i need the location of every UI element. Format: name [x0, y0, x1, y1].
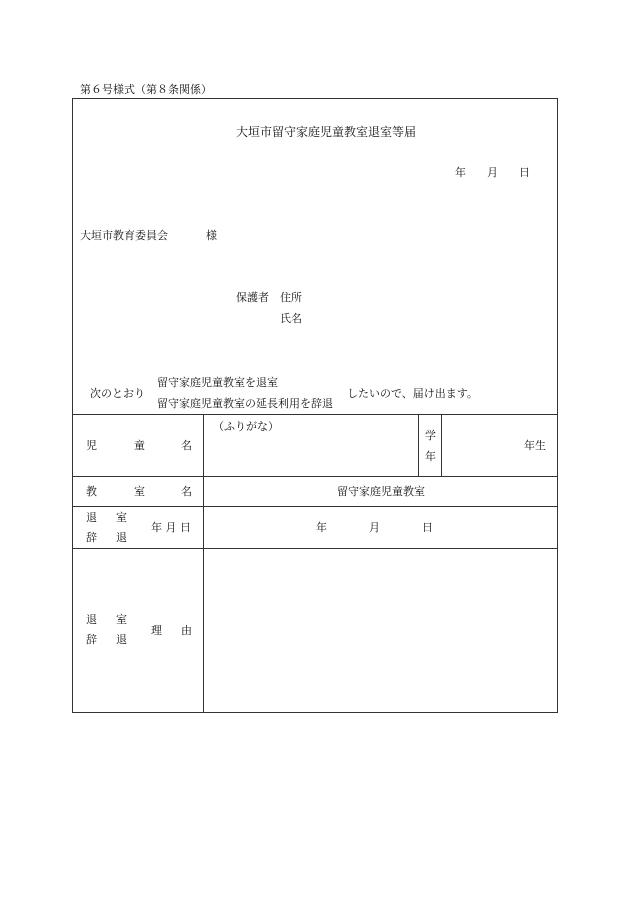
grade-field[interactable]: [446, 420, 518, 470]
child-name-field[interactable]: [208, 436, 414, 470]
guardian-label: 保護者: [236, 291, 269, 304]
date-row-label-1a: 退: [86, 511, 97, 524]
grade-divider-left: [418, 414, 419, 476]
reason-row-label-1a: 退: [86, 613, 97, 626]
row-divider-reason: [72, 548, 558, 549]
guardian-name-label: 氏名: [280, 312, 302, 325]
reason-field[interactable]: [208, 553, 552, 707]
classroom-label-2: 室: [134, 485, 145, 498]
furigana-label: （ふりがな）: [213, 420, 279, 433]
statement-suffix: したいので、届け出ます。: [347, 387, 478, 400]
reason-row-label-1: 理: [151, 624, 162, 637]
grade-suffix: 年生: [524, 439, 546, 452]
date-day-label: 日: [519, 166, 530, 179]
date-row-label-1b: 室: [116, 511, 127, 524]
date-row-day: 日: [422, 521, 433, 534]
classroom-label-1: 教: [86, 485, 97, 498]
date-row-month: 月: [369, 521, 380, 534]
row-divider-classroom: [72, 476, 558, 477]
date-row-label-2a: 辞: [86, 531, 97, 544]
date-month-label: 月: [487, 166, 498, 179]
date-row-year: 年: [316, 521, 327, 534]
reason-row-label-2b: 退: [116, 633, 127, 646]
grade-divider-right: [441, 414, 442, 476]
date-row-label: 年 月 日: [151, 521, 191, 534]
addressee-name: 大垣市教育委員会: [80, 229, 168, 242]
date-year-label: 年: [455, 166, 466, 179]
form-number: 第６号様式（第８条関係）: [80, 83, 212, 96]
form-title: 大垣市留守家庭児童教室退室等届: [236, 125, 417, 139]
statement-option-decline: 留守家庭児童教室の延長利用を辞退: [157, 397, 333, 410]
table-top-rule: [72, 414, 558, 415]
classroom-label-3: 名: [181, 485, 192, 498]
reason-row-label-2: 由: [181, 624, 192, 637]
reason-row-label-1b: 室: [116, 613, 127, 626]
statement-prefix: 次のとおり: [90, 387, 145, 400]
row-divider-date: [72, 506, 558, 507]
grade-label-bottom: 年: [425, 450, 436, 463]
guardian-address-label: 住所: [280, 291, 302, 304]
addressee-honorific: 様: [206, 229, 217, 242]
column-divider: [203, 414, 204, 713]
child-name-label-3: 名: [181, 439, 192, 452]
date-row-label-2b: 退: [116, 531, 127, 544]
reason-row-label-2a: 辞: [86, 633, 97, 646]
child-name-label-1: 児: [86, 439, 97, 452]
grade-label-top: 学: [425, 429, 436, 442]
child-name-label-2: 童: [134, 439, 145, 452]
statement-option-withdraw: 留守家庭児童教室を退室: [157, 376, 278, 389]
classroom-value: 留守家庭児童教室: [337, 485, 425, 498]
